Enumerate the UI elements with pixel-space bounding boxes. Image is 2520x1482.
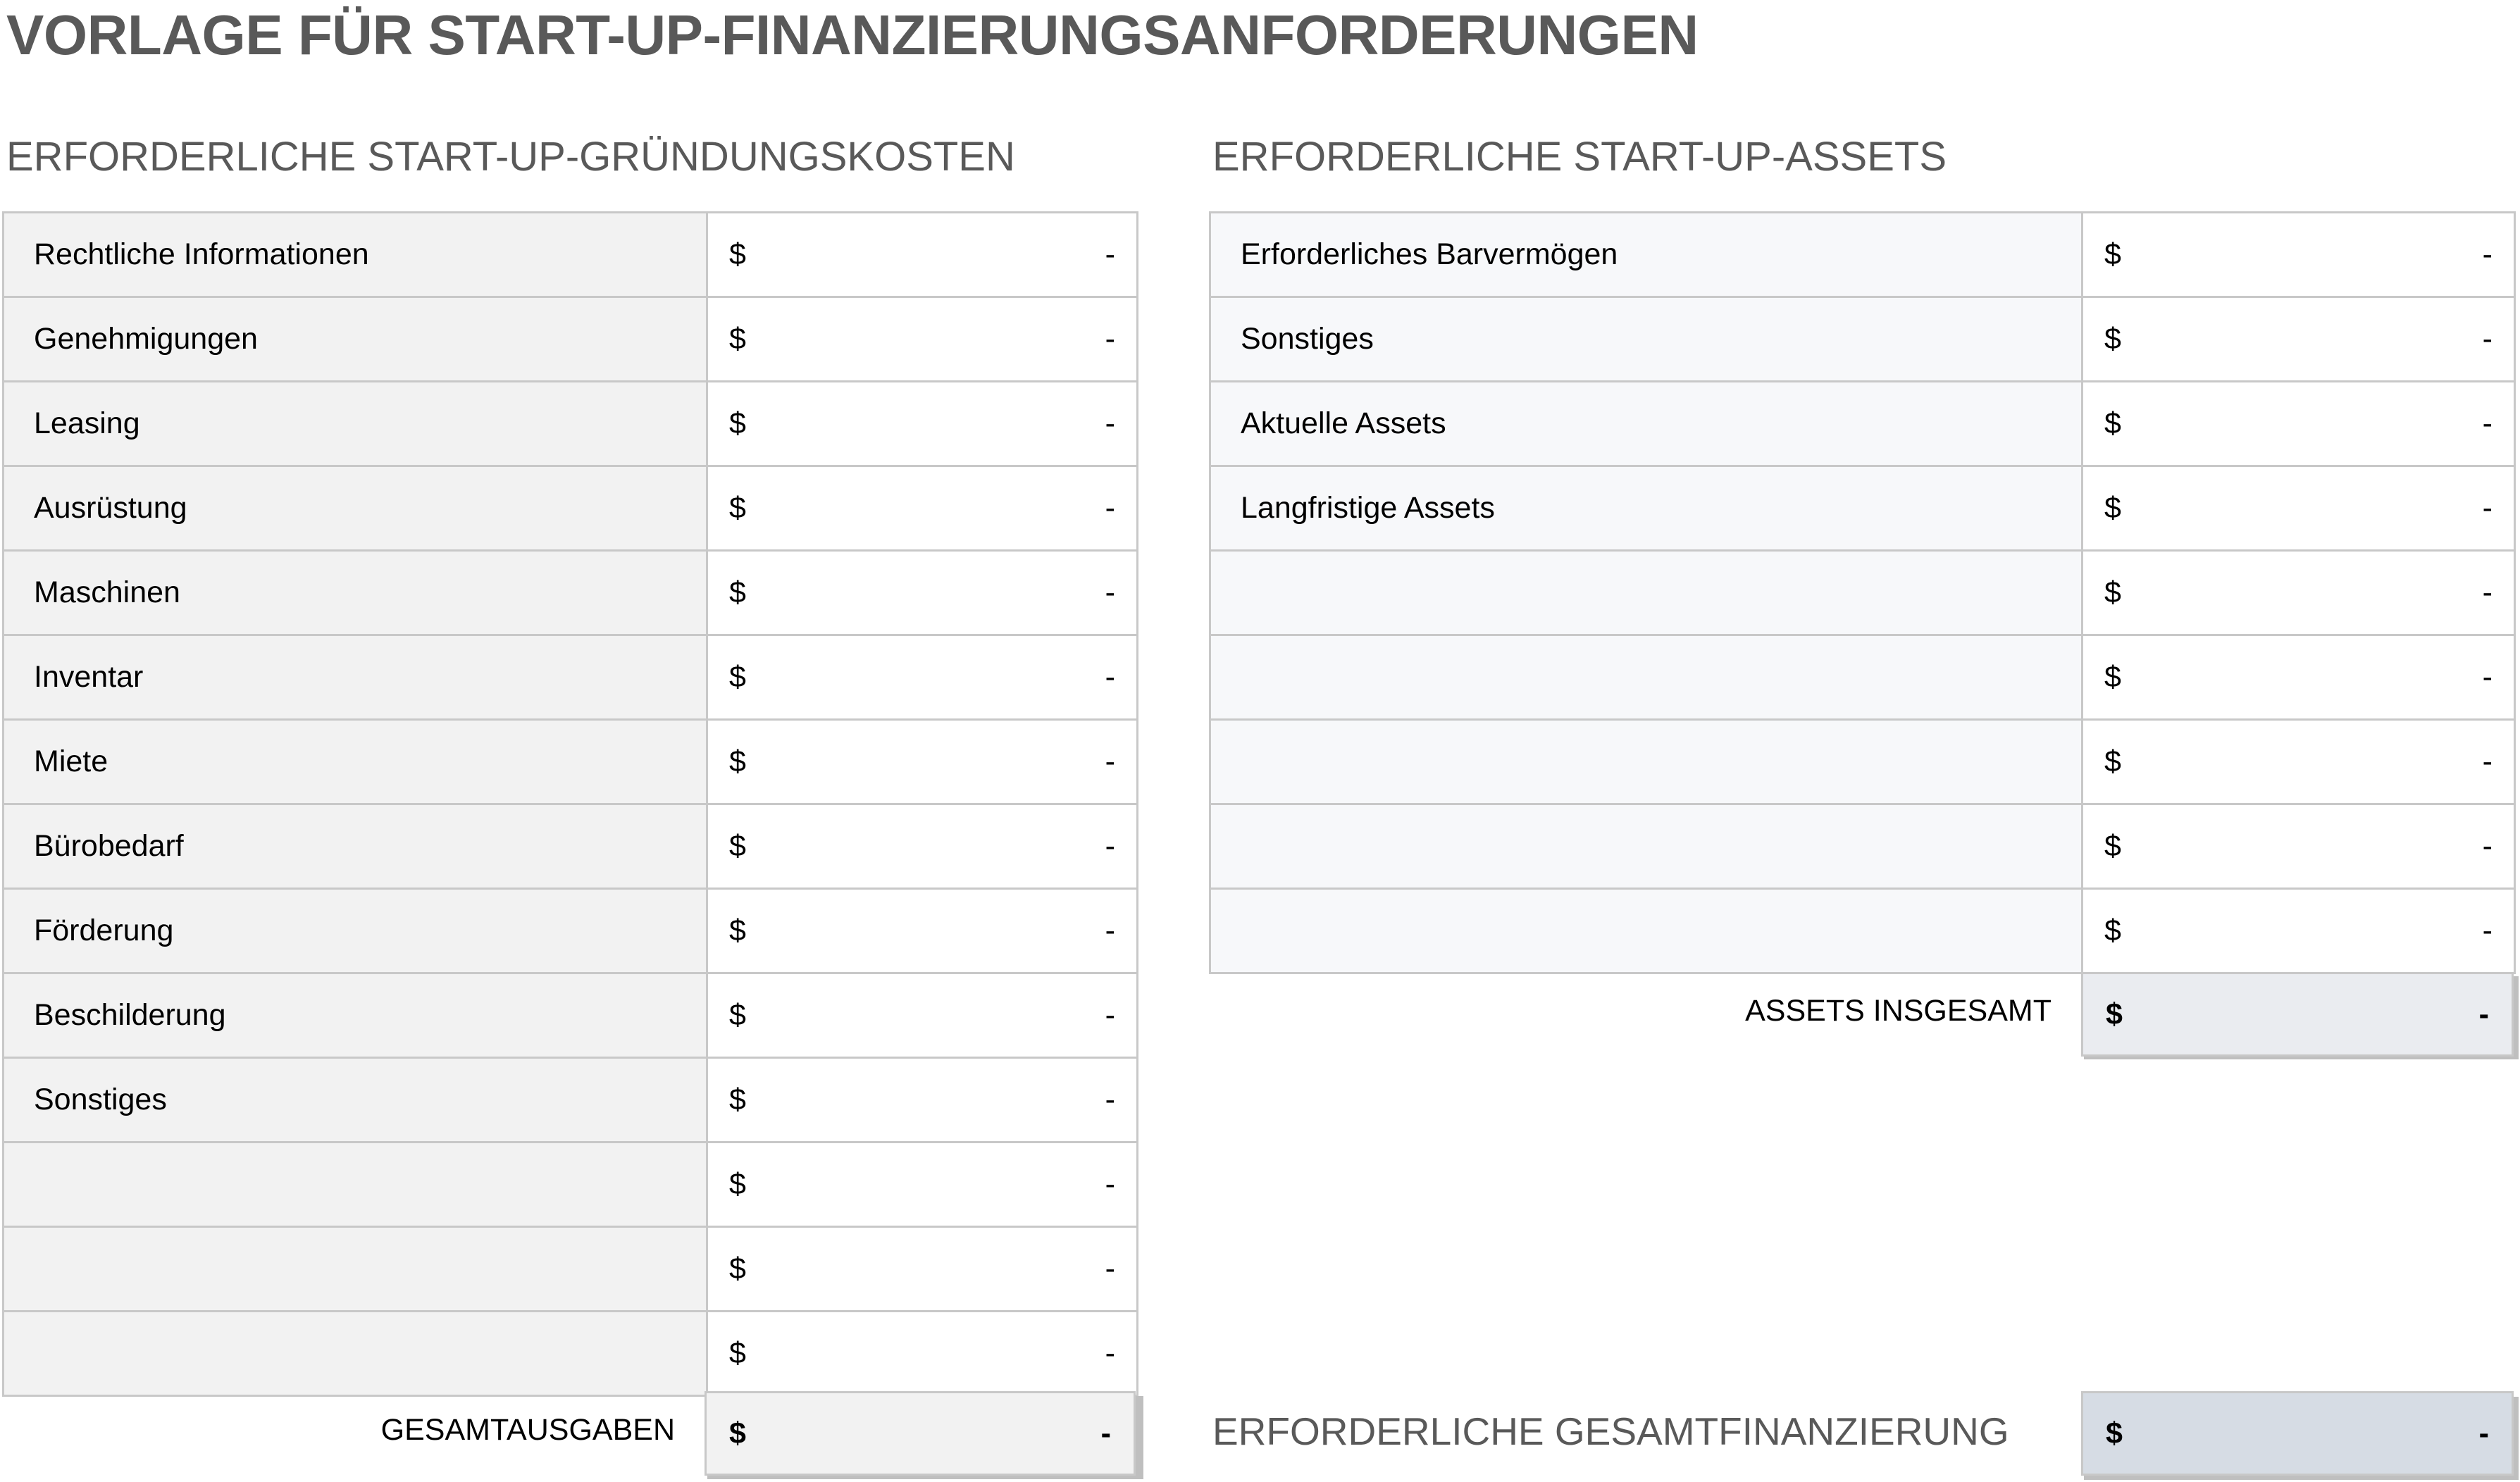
amount-value: - [1105,660,1115,694]
expenses-total-value: - [1100,1416,1111,1450]
amount-wrapper [708,998,1136,1033]
row-amount-cell[interactable] [707,466,1138,551]
amount-value: - [2482,745,2493,778]
currency-symbol: $ [729,1167,746,1201]
row-amount-cell[interactable] [2083,635,2515,720]
row-label-cell[interactable] [1210,804,2083,889]
row-amount-cell[interactable] [707,804,1138,889]
currency-symbol: $ [2104,406,2121,440]
amount-wrapper [708,237,1136,272]
row-amount-cell[interactable] [707,973,1138,1058]
grand-total-currency: $ [2106,1416,2123,1450]
currency-symbol: $ [729,660,746,694]
assets-total-value: - [2478,997,2489,1031]
row-label-cell[interactable]: Inventar [4,635,707,720]
table-row [4,382,1138,466]
currency-symbol: $ [729,1336,746,1370]
row-label-cell[interactable]: Sonstiges [1210,297,2083,382]
amount-value: - [2482,491,2493,525]
row-amount-cell[interactable] [707,551,1138,635]
row-amount-cell[interactable] [707,1142,1138,1227]
amount-wrapper [708,914,1136,948]
amount-value: - [1105,914,1115,947]
row-label-cell[interactable] [1210,635,2083,720]
currency-symbol: $ [729,998,746,1032]
row-amount-cell[interactable] [707,889,1138,973]
currency-symbol: $ [729,914,746,947]
grand-total-box[interactable] [2081,1391,2514,1476]
row-amount-cell[interactable] [707,720,1138,804]
currency-symbol: $ [2104,914,2121,947]
row-amount-cell[interactable] [2083,297,2515,382]
currency-symbol: $ [729,406,746,440]
row-label-cell[interactable]: Aktuelle Assets [1210,382,2083,466]
amount-wrapper [2083,406,2514,441]
amount-wrapper [708,1083,1136,1117]
amount-value: - [1105,1336,1115,1370]
amount-value: - [1105,1167,1115,1201]
row-label-cell[interactable]: Erforderliches Barvermögen [1210,213,2083,297]
amount-value: - [1105,745,1115,778]
row-label-cell[interactable] [4,1142,707,1227]
row-label-cell[interactable] [4,1227,707,1312]
currency-symbol: $ [2104,660,2121,694]
amount-wrapper [708,322,1136,356]
row-amount-cell[interactable] [2083,720,2515,804]
currency-symbol: $ [729,575,746,609]
row-label-cell[interactable]: Genehmigungen [4,297,707,382]
amount-value: - [2482,829,2493,863]
table-row [4,720,1138,804]
row-label-cell[interactable]: Miete [4,720,707,804]
amount-value: - [2482,322,2493,356]
amount-wrapper [2083,660,2514,695]
currency-symbol: $ [729,1083,746,1116]
currency-symbol: $ [729,491,746,525]
row-label-cell[interactable]: Bürobedarf [4,804,707,889]
expenses-total-box[interactable] [705,1391,1136,1476]
table-row [4,466,1138,551]
amount-wrapper [708,1336,1136,1371]
row-label-cell[interactable] [1210,551,2083,635]
row-amount-cell[interactable] [2083,466,2515,551]
row-label-cell[interactable]: Förderung [4,889,707,973]
amount-value: - [1105,829,1115,863]
row-amount-cell[interactable] [707,635,1138,720]
startup-costs-table [2,211,1138,1397]
amount-wrapper [708,829,1136,864]
table-row [4,551,1138,635]
amount-value: - [2482,575,2493,609]
amount-value: - [1105,998,1115,1032]
startup-assets-table [1209,211,2516,974]
amount-wrapper [2083,322,2514,356]
table-row [1210,804,2515,889]
amount-wrapper [708,660,1136,695]
table-row [1210,382,2515,466]
table-row [4,635,1138,720]
amount-value: - [2482,914,2493,947]
row-label-cell[interactable] [4,1312,707,1396]
grand-total-value: - [2478,1416,2489,1450]
amount-value: - [1105,1083,1115,1116]
amount-wrapper [708,1167,1136,1202]
row-label-cell[interactable]: Beschilderung [4,973,707,1058]
amount-wrapper [2083,829,2514,864]
amount-wrapper [2083,914,2514,948]
row-amount-cell[interactable] [707,1227,1138,1312]
amount-wrapper [2083,575,2514,610]
assets-total-box[interactable] [2081,972,2514,1057]
row-amount-cell[interactable] [2083,213,2515,297]
table-row [4,297,1138,382]
row-amount-cell[interactable] [707,1058,1138,1142]
currency-symbol: $ [729,322,746,356]
table-row [1210,551,2515,635]
currency-symbol: $ [2104,237,2121,271]
amount-value: - [1105,237,1115,271]
table-row [4,213,1138,297]
currency-symbol: $ [2104,575,2121,609]
currency-symbol: $ [2104,322,2121,356]
amount-wrapper [708,1252,1136,1286]
assets-total-currency: $ [2106,997,2123,1031]
amount-wrapper [708,491,1136,525]
currency-symbol: $ [2104,491,2121,525]
row-label-cell[interactable]: Leasing [4,382,707,466]
table-row [4,1142,1138,1227]
amount-value: - [1105,575,1115,609]
row-label-cell[interactable]: Langfristige Assets [1210,466,2083,551]
amount-wrapper [708,575,1136,610]
row-amount-cell[interactable] [2083,382,2515,466]
row-label-cell[interactable]: Ausrüstung [4,466,707,551]
amount-wrapper [708,745,1136,779]
grand-total-label: ERFORDERLICHE GESAMTFINANZIERUNG [1212,1409,2009,1453]
expenses-total-label: GESAMTAUSGABEN [380,1413,675,1447]
amount-value: - [2482,660,2493,694]
amount-value: - [1105,1252,1115,1285]
table-row [4,804,1138,889]
table-row [4,889,1138,973]
currency-symbol: $ [2104,745,2121,778]
table-row [1210,720,2515,804]
table-row [1210,297,2515,382]
amount-value: - [1105,322,1115,356]
currency-symbol: $ [729,1252,746,1285]
table-row [4,973,1138,1058]
row-label-cell[interactable]: Sonstiges [4,1058,707,1142]
assets-total-label: ASSETS INSGESAMT [1745,994,2052,1028]
amount-wrapper [2083,745,2514,779]
startup-assets-heading: ERFORDERLICHE START-UP-ASSETS [1212,134,1947,180]
startup-costs-heading: ERFORDERLICHE START-UP-GRÜNDUNGSKOSTEN [6,134,1015,180]
row-label-cell[interactable] [1210,889,2083,973]
table-row [1210,213,2515,297]
row-amount-cell[interactable] [707,382,1138,466]
table-row [4,1058,1138,1142]
row-amount-cell[interactable] [707,297,1138,382]
row-label-cell[interactable] [1210,720,2083,804]
row-amount-cell[interactable] [2083,551,2515,635]
table-row [1210,635,2515,720]
row-label-cell[interactable]: Rechtliche Informationen [4,213,707,297]
amount-wrapper [708,406,1136,441]
table-row [4,1227,1138,1312]
amount-value: - [1105,406,1115,440]
amount-value: - [2482,406,2493,440]
table-row [1210,889,2515,973]
table-row [1210,466,2515,551]
amount-wrapper [2083,491,2514,525]
row-amount-cell[interactable] [707,213,1138,297]
table-row [4,1312,1138,1396]
page-title: VORLAGE FÜR START-UP-FINANZIERUNGSANFORDERUNGEN [6,4,1699,66]
currency-symbol: $ [2104,829,2121,863]
currency-symbol: $ [729,829,746,863]
amount-wrapper [2083,237,2514,272]
row-amount-cell[interactable] [707,1312,1138,1396]
amount-value: - [2482,237,2493,271]
row-amount-cell[interactable] [2083,804,2515,889]
amount-value: - [1105,491,1115,525]
currency-symbol: $ [729,237,746,271]
row-label-cell[interactable]: Maschinen [4,551,707,635]
expenses-total-currency: $ [729,1416,746,1450]
row-amount-cell[interactable] [2083,889,2515,973]
currency-symbol: $ [729,745,746,778]
